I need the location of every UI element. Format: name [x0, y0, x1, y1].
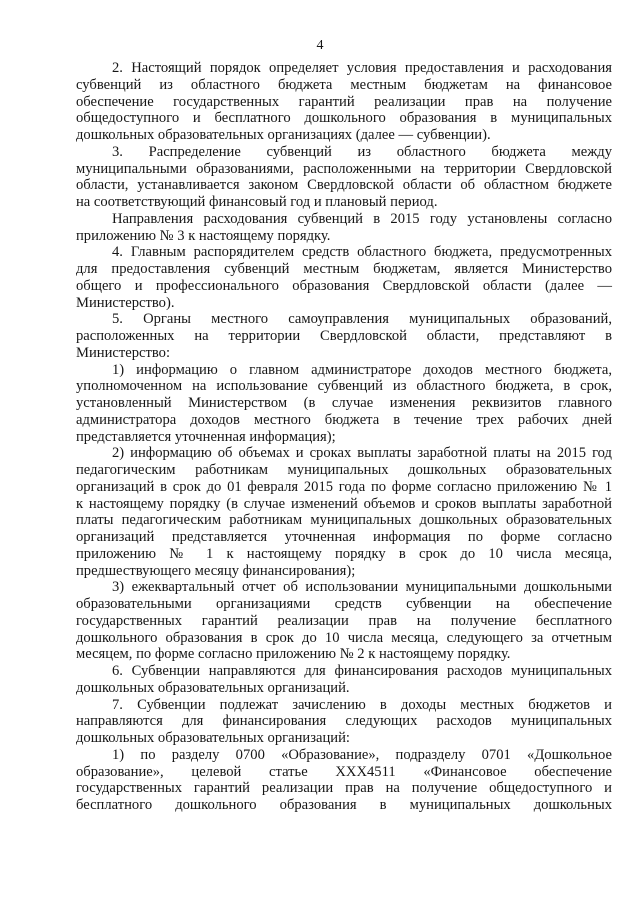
text-line: общего и профессионального образования Свердловской области (далее — — [76, 277, 612, 294]
text-line: 1) по разделу 0700 «Образование», подразделу 0701 «Дошкольное — [112, 746, 612, 763]
text-line: 4. Главным распорядителем средств областного бюджета, предусмотренных — [112, 244, 612, 261]
paragraph — [76, 445, 612, 579]
paragraph — [76, 747, 612, 814]
text-line: 2) информацию об объемах и сроках выплаты заработной платы на 2015 год — [112, 445, 612, 462]
text-line: 1) информацию о главном администраторе доходов местного бюджета, — [112, 361, 612, 378]
page-number: 4 — [316, 38, 324, 53]
text-line: дошкольных образовательных организаций: — [76, 730, 350, 746]
text-line: образовательными организациями средств субвенции на обеспечение — [76, 596, 612, 612]
text-line: педагогическим работникам муниципальных дошкольных образовательных — [76, 462, 612, 478]
text-line: 3. Распределение субвенций из областного бюджета между — [112, 143, 612, 160]
paragraph — [76, 144, 612, 211]
text-line: бесплатного дошкольного образования в муниципальных дошкольных — [76, 797, 612, 813]
text-line: государственных гарантий реализации прав на получение бесплатного — [76, 612, 612, 629]
text-line: дошкольных образовательных организаций. — [76, 679, 350, 696]
text-line: 3) ежеквартальный отчет об использовании муниципальными дошкольными — [112, 579, 612, 596]
text-line: на соответствующий финансовый год и плановый период. — [76, 194, 438, 210]
text-line: 2. Настоящий порядок определяет условия предоставления и расходования — [112, 60, 612, 76]
text-line: администратора доходов местного бюджета в течение трех рабочих дней — [76, 411, 612, 428]
text-line: субвенций из областного бюджета местным бюджетам на финансовое — [76, 76, 612, 93]
text-line: обеспечение государственных гарантий реализации прав на получение — [76, 93, 612, 110]
text-line: 5. Органы местного самоуправления муниципальных образований, — [112, 311, 612, 328]
text-line: месяцем, по форме согласно приложению № 2 к настоящему порядку. — [76, 646, 511, 663]
text-line: к настоящему порядку (в случае изменений объемов и сроков выплаты заработной — [76, 495, 612, 512]
text-line: для предоставления субвенций местным бюджетам, является Министерство — [76, 261, 612, 277]
text-line: государственных гарантий реализации прав на получение общедоступного и — [76, 780, 612, 797]
document-body — [76, 60, 612, 814]
paragraph — [76, 663, 612, 697]
text-line: установленный Министерством (в случае изменения реквизитов главного — [76, 395, 612, 411]
paragraph — [76, 311, 612, 361]
text-line: муниципальными образованиями, расположенными на территории Свердловской — [76, 160, 612, 177]
paragraph — [76, 244, 612, 311]
paragraph — [76, 697, 612, 747]
text-line: приложению № 1 к настоящему порядку в срок до 10 числа месяца, — [76, 545, 612, 562]
paragraph — [76, 579, 612, 663]
text-line: общедоступного и бесплатного дошкольного образования в муниципальных — [76, 110, 612, 127]
text-line: предшествующего месяцу финансирования); — [76, 562, 356, 579]
text-line: Министерство: — [76, 344, 171, 361]
text-line: Направления расходования субвенций в 2015 году установлены согласно — [112, 210, 612, 227]
text-line: направляются для финансирования следующих расходов муниципальных — [76, 713, 612, 730]
text-line: 6. Субвенции направляются для финансирования расходов муниципальных — [112, 663, 612, 679]
text-line: организаций представляется уточненная информация по форме согласно — [76, 529, 612, 545]
text-line: образование», целевой статье XXX4511 «Финансовое обеспечение — [76, 763, 612, 780]
text-line: представляется уточненная информация); — [76, 428, 336, 445]
text-line: организаций в срок до 01 февраля 2015 года по форме согласно приложению № 1 — [76, 478, 612, 495]
text-line: платы педагогическим работникам муниципальных дошкольных образовательных — [76, 512, 612, 529]
text-line: дошкольного образования в срок до 10 числа месяца, следующего за отчетным — [76, 629, 612, 646]
text-line: 7. Субвенции подлежат зачислению в доходы местных бюджетов и — [112, 696, 612, 713]
text-line: расположенных на территории Свердловской области, представляют в — [76, 328, 612, 344]
text-line: уполномоченном на использование субвенций из областного бюджета, в срок, — [76, 378, 612, 395]
paragraph — [76, 362, 612, 446]
paragraph — [76, 60, 612, 144]
text-line: дошкольных образовательных организациях (далее — субвенции). — [76, 127, 491, 143]
text-line: приложению № 3 к настоящему порядку. — [76, 227, 331, 244]
text-line: области, устанавливается законом Свердловской области об областном бюджете — [76, 177, 612, 194]
text-line: Министерство). — [76, 294, 175, 311]
paragraph — [76, 211, 612, 245]
